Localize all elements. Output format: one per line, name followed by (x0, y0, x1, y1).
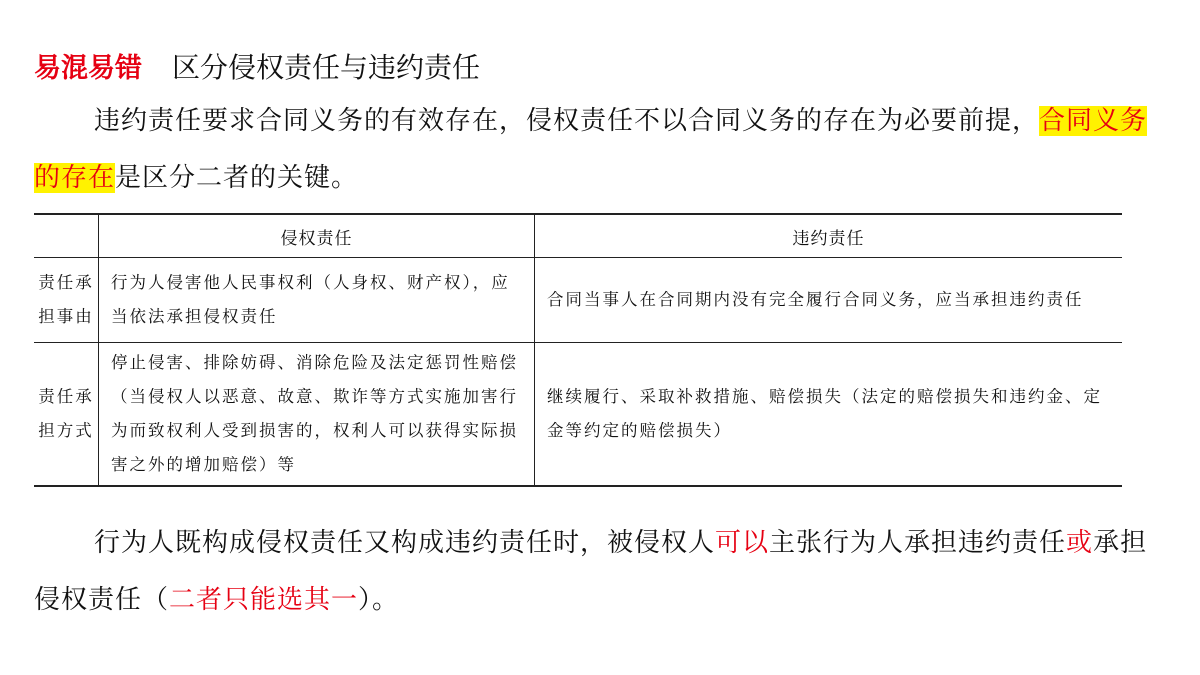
cell-tort-cause: 行为人侵害他人民事权利（人身权、财产权），应当依法承担侵权责任 (99, 258, 535, 343)
table-header-tort: 侵权责任 (99, 214, 535, 258)
row-label-method: 责任承担方式 (34, 343, 99, 487)
intro-text-after: 是区分二者的关键。 (115, 163, 359, 193)
intro-text-before: 违约责任要求合同义务的有效存在，侵权责任不以合同义务的存在为必要前提， (94, 106, 1040, 136)
cell-tort-method: 停止侵害、排除妨碍、消除危险及法定惩罚性赔偿（当侵权人以恶意、故意、欺诈等方式实施加害行为而致权利人受到损害的，权利人可以获得实际损害之外的增加赔偿）等 (99, 343, 535, 487)
section-heading (34, 46, 480, 86)
table-header-blank (34, 214, 99, 258)
table-row (34, 343, 1122, 487)
heading-tag: 易混易错 (34, 53, 142, 84)
conclusion-part4: ）。 (358, 585, 400, 615)
cell-contract-method: 继续履行、采取补救措施、赔偿损失（法定的赔偿损失和违约金、定金等约定的赔偿损失） (535, 343, 1123, 487)
table-header-row (34, 214, 1122, 258)
cell-contract-cause: 合同当事人在合同期内没有完全履行合同义务，应当承担违约责任 (535, 258, 1123, 343)
conclusion-part3: 承担侵权责任（ (34, 528, 1148, 615)
row-label-cause: 责任承担事由 (34, 258, 99, 343)
conclusion-part2: 主张行为人承担违约责任 (769, 528, 1067, 558)
conclusion-red-choose-one: 二者只能选其一 (169, 585, 359, 615)
table-row (34, 258, 1122, 343)
intro-paragraph (34, 93, 1159, 207)
conclusion-red-can: 可以 (715, 528, 770, 558)
comparison-table (34, 213, 1122, 487)
conclusion-part1: 行为人既构成侵权责任又构成违约责任时，被侵权人 (94, 528, 716, 558)
table-header-contract: 违约责任 (535, 214, 1123, 258)
conclusion-red-or: 或 (1066, 528, 1094, 558)
conclusion-paragraph (34, 515, 1159, 629)
heading-title: 区分侵权责任与违约责任 (172, 51, 481, 84)
intro-highlight: 合同义务的存在 (34, 106, 1148, 193)
